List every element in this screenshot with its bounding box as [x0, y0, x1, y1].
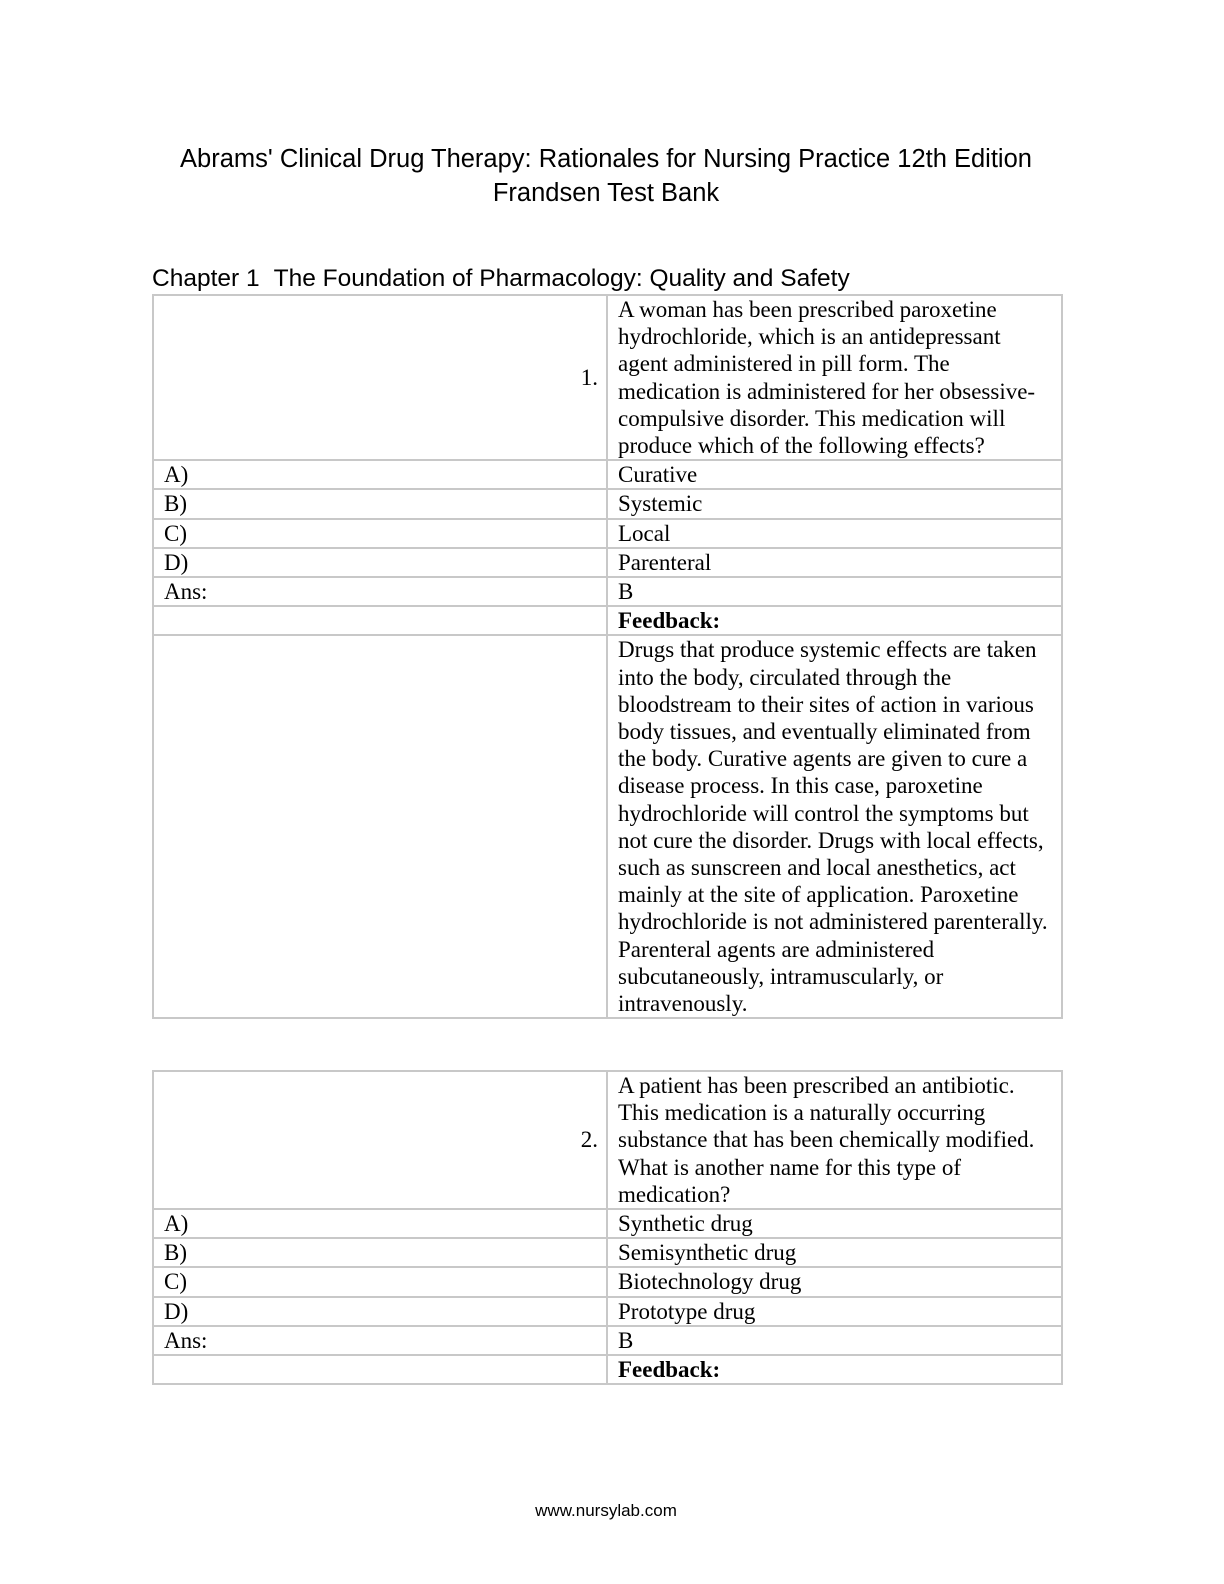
feedback-label: Feedback: — [607, 606, 1062, 635]
feedback-label: Feedback: — [607, 1355, 1062, 1384]
option-row-b — [153, 489, 1062, 518]
empty-cell — [153, 635, 607, 1018]
feedback-row — [153, 635, 1062, 1018]
feedback-text: Drugs that produce systemic effects are taken into the body, circulated through the bloodstream to their sites of action in various body tissues, and eventually eliminated from the body. Curative agents are given to cure a disease process. In this case, paroxetine hydrochloride will control the symptoms but not cure the disorder. Drugs with local effects, such as sunscreen and local anesthetics, act mainly at the site of application. Paroxetine hydrochloride is not administered parenterally. Parenteral agents are administered subcutaneously, intramuscularly, or intravenously. — [607, 635, 1062, 1018]
option-label: B) — [153, 1238, 607, 1267]
question-stem: A patient has been prescribed an antibiotic. This medication is a naturally occurring substance that has been chemically modified. What is another name for this type of medication? — [607, 1071, 1062, 1209]
option-label: C) — [153, 519, 607, 548]
option-text: Synthetic drug — [607, 1209, 1062, 1238]
option-label: D) — [153, 548, 607, 577]
option-text: Parenteral — [607, 548, 1062, 577]
feedback-label-row — [153, 1355, 1062, 1384]
option-label: C) — [153, 1267, 607, 1296]
question-table-1 — [152, 294, 1063, 1019]
question-stem-row — [153, 1071, 1062, 1209]
answer-value: B — [607, 1326, 1062, 1355]
option-label: B) — [153, 489, 607, 518]
option-label: D) — [153, 1297, 607, 1326]
question-number: 1. — [153, 295, 607, 460]
question-number: 2. — [153, 1071, 607, 1209]
option-text: Semisynthetic drug — [607, 1238, 1062, 1267]
question-table-2 — [152, 1070, 1063, 1385]
chapter-label: Chapter 1 — [152, 265, 260, 292]
option-row-a — [153, 1209, 1062, 1238]
option-row-a — [153, 460, 1062, 489]
chapter-title: The Foundation of Pharmacology: Quality and Safety — [273, 265, 850, 292]
option-row-d — [153, 1297, 1062, 1326]
option-row-c — [153, 519, 1062, 548]
empty-cell — [153, 1355, 607, 1384]
footer-url: www.nursylab.com — [535, 1501, 677, 1520]
option-row-b — [153, 1238, 1062, 1267]
answer-row — [153, 1326, 1062, 1355]
question-stem-row — [153, 295, 1062, 460]
option-text: Local — [607, 519, 1062, 548]
option-text: Biotechnology drug — [607, 1267, 1062, 1296]
answer-label: Ans: — [153, 577, 607, 606]
answer-row — [153, 577, 1062, 606]
document-title — [100, 142, 1112, 210]
option-row-c — [153, 1267, 1062, 1296]
title-line-1: Abrams' Clinical Drug Therapy: Rationales for Nursing Practice 12th Edition — [180, 145, 1032, 173]
option-text: Systemic — [607, 489, 1062, 518]
title-line-2: Frandsen Test Bank — [492, 179, 720, 207]
option-label: A) — [153, 460, 607, 489]
option-label: A) — [153, 1209, 607, 1238]
empty-cell — [153, 606, 607, 635]
option-text: Prototype drug — [607, 1297, 1062, 1326]
feedback-label-row — [153, 606, 1062, 635]
option-row-d — [153, 548, 1062, 577]
option-text: Curative — [607, 460, 1062, 489]
chapter-heading — [152, 264, 850, 294]
answer-label: Ans: — [153, 1326, 607, 1355]
question-stem: A woman has been prescribed paroxetine hydrochloride, which is an antidepressant agent administered in pill form. The medication is administered for her obsessive-compulsive disorder. This medication will produce which of the following effects? — [607, 295, 1062, 460]
answer-value: B — [607, 577, 1062, 606]
